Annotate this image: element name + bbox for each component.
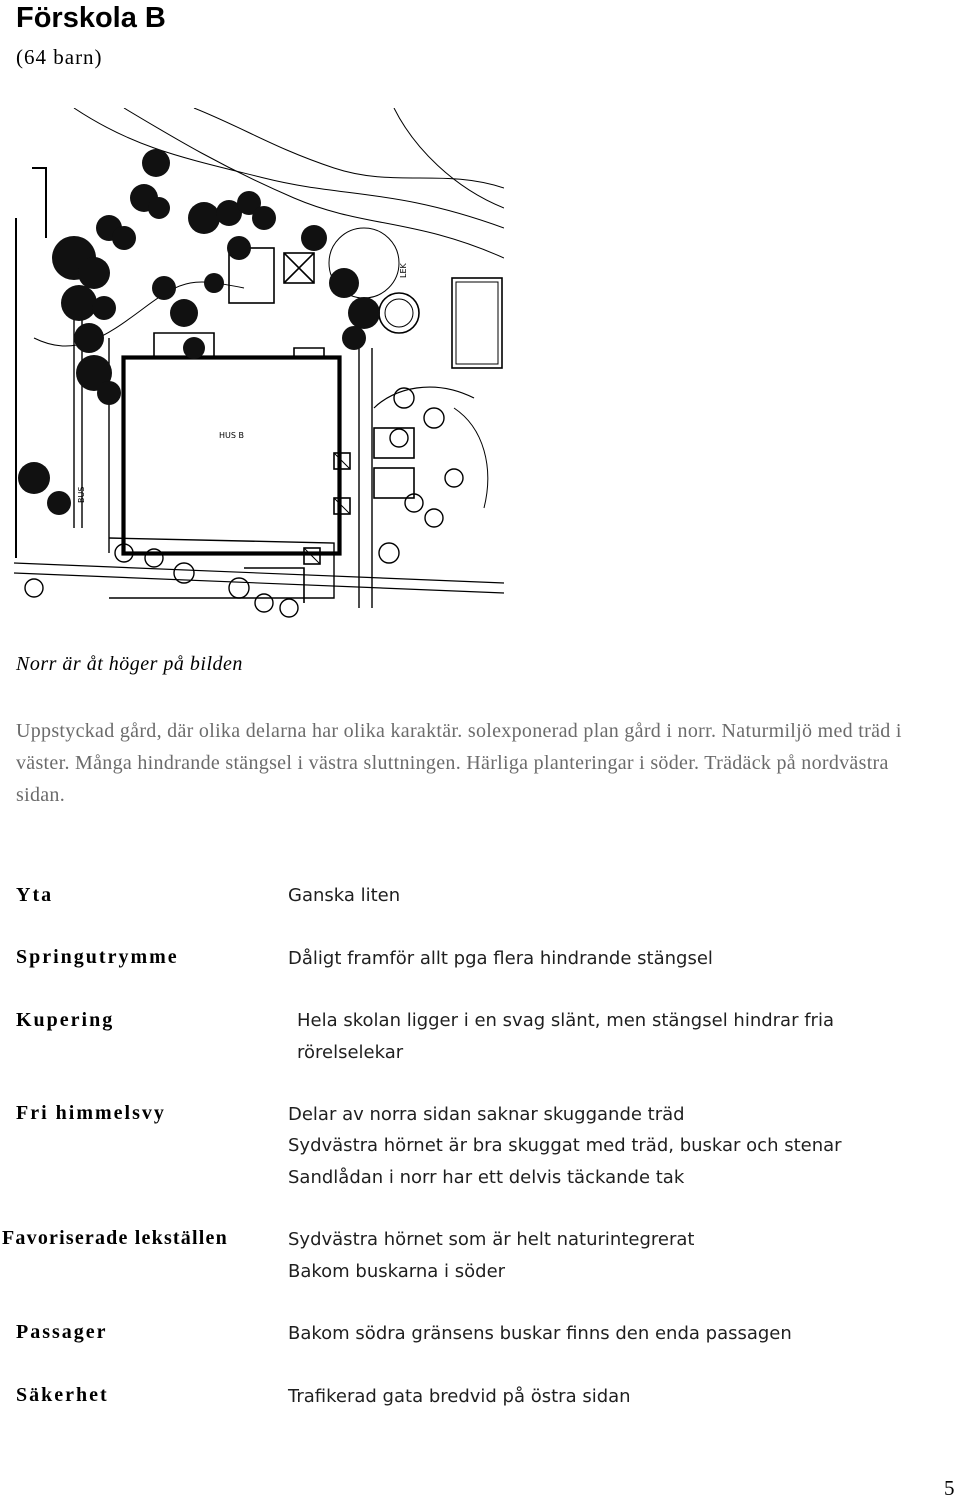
value-himmelsvy-line3: Sandlådan i norr har ett delvis täckande tak [288, 1167, 685, 1188]
page-title: Förskola B [16, 2, 166, 34]
value-kupering-line1: Hela skolan ligger i en svag slänt, men stängsel hindrar fria [297, 1010, 834, 1031]
value-lekstallen-line1: Sydvästra hörnet som är helt naturintegrerat [288, 1229, 695, 1250]
plan-label-building: HUS B [219, 431, 244, 440]
child-count: (64 barn) [16, 45, 103, 69]
label-springutrymme: Springutrymme [16, 946, 179, 968]
label-yta: Yta [16, 884, 54, 906]
value-passager: Bakom södra gränsens buskar finns den enda passagen [288, 1323, 792, 1344]
label-sakerhet: Säkerhet [16, 1384, 109, 1406]
page-number: 5 [944, 1476, 955, 1500]
value-himmelsvy-line2: Sydvästra hörnet är bra skuggat med träd, buskar och stenar [288, 1135, 842, 1156]
value-lekstallen-line2: Bakom buskarna i söder [288, 1261, 506, 1282]
label-favoriserade-lekstallen: Favoriserade lekställen [2, 1227, 228, 1249]
value-sakerhet: Trafikerad gata bredvid på östra sidan [288, 1386, 631, 1407]
plan-label-bus: BUS [77, 486, 86, 503]
site-plan-drawing [14, 108, 504, 628]
label-passager: Passager [16, 1321, 108, 1343]
value-kupering-line2: rörelselekar [297, 1042, 404, 1063]
description-paragraph: Uppstyckad gård, där olika delarna har olika karaktär. solexponerad plan gård i norr. Naturmiljö med träd i väster. Många hindrande stängsel i västra sluttningen. Härliga planteringar i söder. Trädäck på nordvästra sidan. [16, 720, 902, 806]
value-yta: Ganska liten [288, 885, 401, 906]
label-fri-himmelsvy: Fri himmelsvy [16, 1102, 166, 1124]
plan-caption: Norr är åt höger på bilden [16, 653, 243, 675]
plan-label-lek: LEK [399, 263, 408, 278]
label-kupering: Kupering [16, 1009, 115, 1031]
value-springutrymme: Dåligt framför allt pga flera hindrande stängsel [288, 948, 713, 969]
value-himmelsvy-line1: Delar av norra sidan saknar skuggande träd [288, 1104, 685, 1125]
